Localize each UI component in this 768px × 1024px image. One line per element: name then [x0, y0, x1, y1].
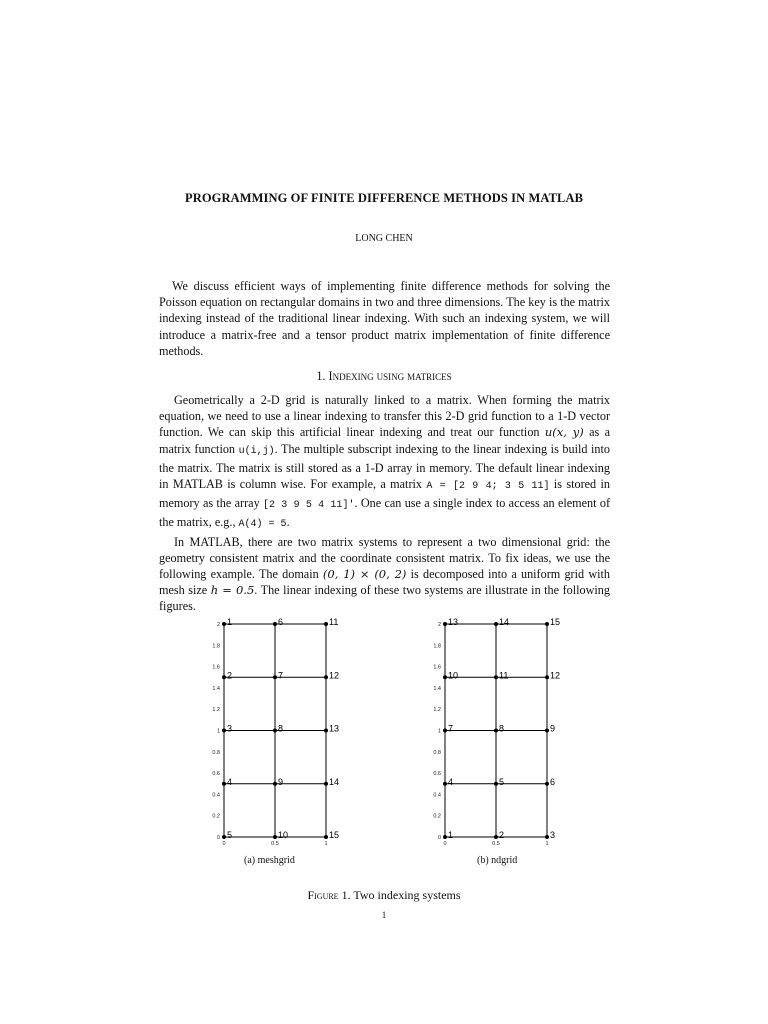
- ndgrid-node-label: 2: [499, 830, 505, 840]
- meshgrid-xtick-label: 0.5: [271, 841, 279, 847]
- ndgrid-node: [545, 835, 549, 839]
- ndgrid-node: [494, 622, 498, 626]
- ndgrid-node-label: 8: [499, 723, 505, 734]
- meshgrid-node-label: 6: [278, 617, 284, 627]
- ndgrid-node-label: 7: [448, 723, 454, 734]
- page-number: 1: [381, 910, 387, 920]
- p1-code-2: A = [2 9 4; 3 5 11]: [426, 481, 550, 493]
- p1-text-3: . The multiple subscript indexing to the linear indexing is build into the matrix. The matrix is still stored as a 1-D array in memory. The default linear indexing in MATLAB is column wise. For example, a matrix: [159, 441, 610, 492]
- ndgrid-ytick-label: 1.2: [433, 707, 441, 714]
- meshgrid-ytick-label: 1.6: [212, 664, 220, 671]
- ndgrid-ytick-label: 0.4: [433, 792, 441, 799]
- ndgrid-node: [443, 729, 447, 733]
- ndgrid-node: [494, 782, 498, 786]
- p2-text-3: . The linear indexing of these two systems are illustrate in the following figures.: [159, 583, 610, 614]
- section-heading: [0, 369, 768, 384]
- ndgrid-xtick-label: 1: [545, 841, 549, 847]
- ndgrid-node: [494, 835, 498, 839]
- meshgrid-node: [324, 782, 328, 786]
- figure-caption-label: Figure 1.: [307, 888, 351, 902]
- ndgrid-node-label: 5: [499, 776, 505, 787]
- ndgrid-node: [443, 622, 447, 626]
- meshgrid-xtick-label: 0: [222, 841, 226, 847]
- ndgrid-node-label: 14: [499, 617, 510, 627]
- p1-code-4: A(4) = 5: [238, 519, 287, 531]
- ndgrid-node-label: 4: [448, 776, 454, 787]
- ndgrid-xtick-label: 0: [443, 841, 447, 847]
- meshgrid-node-label: 4: [227, 776, 233, 787]
- meshgrid-node-label: 14: [329, 776, 340, 787]
- meshgrid-node-label: 15: [329, 830, 340, 840]
- meshgrid-node: [273, 782, 277, 786]
- ndgrid-figure: [417, 612, 577, 847]
- ndgrid-node-label: 6: [550, 776, 556, 787]
- meshgrid-node-label: 3: [227, 723, 233, 734]
- meshgrid-node: [273, 622, 277, 626]
- meshgrid-node-label: 2: [227, 670, 233, 681]
- p1-text-4: is stored in memory as the array: [159, 477, 610, 511]
- meshgrid-xtick-label: 1: [324, 841, 328, 847]
- p1-text-1: Geometrically a 2-D grid is naturally linked to a matrix. When forming the matrix equation, we need to use a linear indexing to transfer this 2-D grid function to a 1-D vector function. We can skip this artificial linear indexing and treat our function: [159, 393, 610, 440]
- meshgrid-ytick-label: 0.8: [212, 749, 220, 756]
- paragraph-1: [159, 392, 610, 534]
- meshgrid-ytick-label: 2: [216, 622, 220, 628]
- figure-caption: [0, 888, 768, 903]
- ndgrid-node-label: 9: [550, 723, 556, 734]
- ndgrid-node-label: 15: [550, 617, 561, 627]
- p1-text-5: . One can use a single index to access an element of the matrix, e.g.,: [159, 496, 611, 530]
- ndgrid-ytick-label: 1.6: [433, 664, 441, 671]
- meshgrid-node-label: 7: [278, 670, 284, 681]
- ndgrid-node: [443, 835, 447, 839]
- ndgrid-node: [545, 782, 549, 786]
- subcaption-ndgrid: (b) ndgrid: [477, 855, 518, 866]
- figure-caption-text: Two indexing systems: [353, 888, 461, 902]
- meshgrid-ytick-label: 0.2: [212, 813, 220, 820]
- meshgrid-node: [273, 835, 277, 839]
- section-body: [159, 392, 610, 615]
- ndgrid-ytick-label: 1: [437, 728, 441, 735]
- meshgrid-node-label: 5: [227, 830, 233, 840]
- ndgrid-node: [494, 675, 498, 679]
- p2-text-2: is decomposed into a uniform grid with mesh size: [159, 567, 610, 598]
- ndgrid-ytick-label: 1.4: [433, 685, 441, 692]
- meshgrid-ytick-label: 1.8: [212, 643, 220, 650]
- ndgrid-ytick-label: 1.8: [433, 643, 441, 650]
- ndgrid-node: [545, 622, 549, 626]
- ndgrid-node: [545, 675, 549, 679]
- meshgrid-node: [222, 675, 226, 679]
- meshgrid-node-label: 9: [278, 776, 284, 787]
- meshgrid-node: [273, 729, 277, 733]
- ndgrid-ytick-label: 0: [437, 835, 441, 841]
- p1-math-1: u(x, y): [544, 425, 584, 440]
- meshgrid-node-label: 10: [278, 830, 289, 840]
- section-number: 1.: [316, 369, 326, 383]
- ndgrid-node-label: 3: [550, 830, 556, 840]
- meshgrid-node: [273, 675, 277, 679]
- ndgrid-node: [545, 729, 549, 733]
- meshgrid-node: [324, 729, 328, 733]
- ndgrid-node-label: 11: [499, 670, 509, 681]
- meshgrid-figure: [196, 612, 356, 847]
- meshgrid-ytick-label: 0.6: [212, 771, 220, 778]
- ndgrid-node: [443, 675, 447, 679]
- p1-text-2: as a matrix function: [159, 425, 610, 456]
- meshgrid-node-label: 12: [329, 670, 340, 681]
- author-name: LONG CHEN: [355, 233, 413, 244]
- meshgrid-node-label: 13: [329, 723, 340, 734]
- ndgrid-node-label: 10: [448, 670, 459, 681]
- p1-code-1: u(i,j): [238, 445, 275, 457]
- meshgrid-node: [222, 622, 226, 626]
- meshgrid-node: [222, 782, 226, 786]
- ndgrid-node-label: 1: [448, 830, 454, 840]
- meshgrid-node: [324, 675, 328, 679]
- abstract: We discuss efficient ways of implementing finite difference methods for solving the Poisson equation on rectangular domains in two and three dimensions. The key is the matrix indexing instead of the traditional linear indexing. With such an indexing system, we will introduce a matrix-free and a tensor product matrix implementation of finite difference methods.: [159, 279, 610, 358]
- meshgrid-node-label: 8: [278, 723, 284, 734]
- p1-text-6: .: [286, 515, 290, 530]
- ndgrid-xtick-label: 0.5: [492, 841, 500, 847]
- ndgrid-ytick-label: 0.2: [433, 813, 441, 820]
- meshgrid-node-label: 1: [227, 617, 233, 627]
- meshgrid-ytick-label: 0.4: [212, 792, 220, 799]
- ndgrid-node: [443, 782, 447, 786]
- p2-text-1: In MATLAB, there are two matrix systems to represent a two dimensional grid: the geometry consistent matrix and the coordinate consistent matrix. To fix ideas, we use the following example. The domain: [159, 534, 610, 582]
- meshgrid-node: [324, 835, 328, 839]
- p2-math-2: h = 0.5: [210, 583, 255, 598]
- p1-code-3: [2 3 9 5 4 11]': [263, 500, 355, 512]
- ndgrid-node-label: 12: [550, 670, 561, 681]
- meshgrid-ytick-label: 1: [216, 728, 220, 735]
- meshgrid-node-label: 11: [329, 617, 339, 627]
- meshgrid-node: [222, 729, 226, 733]
- paper-title: PROGRAMMING OF FINITE DIFFERENCE METHODS IN MATLAB: [184, 191, 584, 205]
- subcaption-meshgrid: (a) meshgrid: [244, 855, 295, 866]
- meshgrid-ytick-label: 0: [216, 835, 220, 841]
- meshgrid-node: [324, 622, 328, 626]
- meshgrid-ytick-label: 1.4: [212, 685, 220, 692]
- ndgrid-node-label: 13: [448, 617, 459, 627]
- meshgrid-ytick-label: 1.2: [212, 707, 220, 714]
- section-title: Indexing using matrices: [328, 369, 452, 383]
- ndgrid-ytick-label: 0.6: [433, 771, 441, 778]
- paragraph-2: [159, 534, 610, 615]
- meshgrid-node: [222, 835, 226, 839]
- p2-math-1: (0, 1) × (0, 2): [322, 567, 407, 582]
- ndgrid-node: [494, 729, 498, 733]
- ndgrid-ytick-label: 2: [437, 622, 441, 628]
- ndgrid-ytick-label: 0.8: [433, 749, 441, 756]
